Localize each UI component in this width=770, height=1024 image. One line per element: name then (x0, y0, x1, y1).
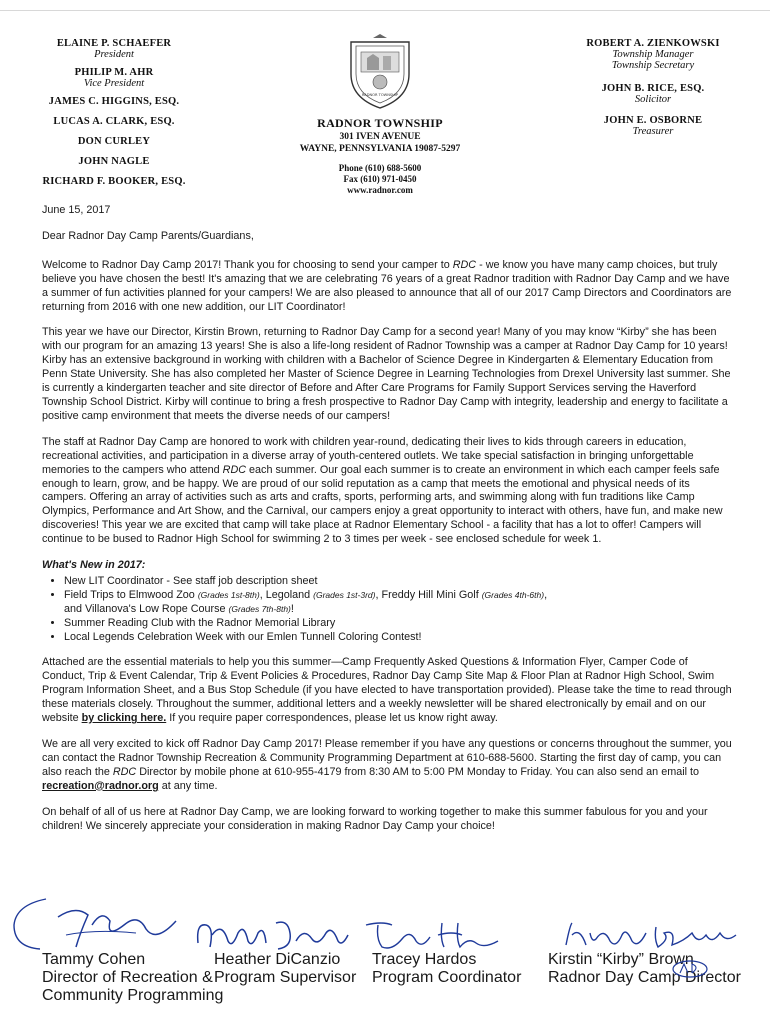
whats-new-list (42, 575, 732, 645)
official-name: ELAINE P. SCHAEFER (56, 38, 172, 49)
letter-date: June 15, 2017 (42, 204, 111, 216)
official-title: Treasurer (632, 126, 674, 137)
address-line: 301 IVEN AVENUE (339, 132, 421, 142)
township-officers (558, 38, 748, 144)
list-item: • Local Legends Celebration Week with our Emlen Tunnell Coloring Contest! (64, 631, 732, 645)
website-link[interactable]: by clicking here. (81, 712, 167, 725)
paragraph-materials: Attached are the essential materials to help you this summer—Camp Frequently Asked Questions & Information Flyer, Camper Code of Conduct, Trip & Event Calendar, Trip & Event Policies & Procedures, Radnor Day Camp Site Map & Floor Plan at Radnor High School, Swim Program Information Sheet, and a Bus Stop Schedule (if you have elected to have transportation provided). Please take the time to read through these materials closely. Throughout the summer, additional letters and a weekly newsletter will be shared electronically by email and on our website by clicking here. If you require paper correspondences, please let us know right away. (42, 656, 732, 725)
paragraph-welcome: Welcome to Radnor Day Camp 2017! Thank you for choosing to send your camper to RDC - we know you have many camp choices, but truly believe you have chosen the best! It's amazing that we are celebrating 76 years of a great Radnor tradition with Radnor Day Camp and we have a summer of fun activities planned for your campers! We are also pleased to announce that all of our 2017 Camp Directors and Coordinators are returning from 2016 with one new addition, our LIT Coordinator! (42, 258, 732, 313)
official-name: PHILIP M. AHR (74, 67, 154, 78)
official-title: Township Manager (612, 49, 694, 60)
signature-tammy-cohen (6, 895, 186, 955)
board-of-commissioners (30, 38, 198, 196)
phone-number: Phone (610) 688-5600 (338, 163, 422, 173)
signature-kirstin-brown (560, 919, 740, 953)
official-name: JOHN E. OSBORNE (603, 115, 703, 126)
paragraph-closing: On behalf of all of us here at Radnor Day Camp, we are looking forward to working together to make this summer fabulous for you and your children! We sincerely appreciate your consideration in making Radnor Day Camp your choice! (42, 805, 708, 832)
official-title: Vice President (83, 78, 145, 89)
official-name: JOHN B. RICE, ESQ. (601, 83, 705, 94)
signatory-name: Tammy Cohen (42, 951, 146, 968)
township-name: RADNOR TOWNSHIP (317, 116, 443, 130)
township-seal-icon (345, 34, 415, 112)
signatory-title: Community Programming (42, 987, 224, 1004)
signatory-name: Heather DiCanzio (214, 951, 341, 968)
initials-mark-icon (670, 959, 710, 979)
salutation: Dear Radnor Day Camp Parents/Guardians, (42, 229, 254, 242)
official-title: Township Secretary (611, 60, 695, 71)
signatory-title: Director of Recreation & (42, 969, 213, 986)
official-name: RICHARD F. BOOKER, ESQ. (42, 176, 186, 187)
signatory (42, 951, 223, 1005)
signatory (372, 951, 521, 987)
signatory-name: Kirstin “Kirby” Brown (548, 951, 694, 968)
signatory-title: Program Coordinator (372, 969, 522, 986)
official-name: DON CURLEY (77, 136, 151, 147)
paragraph-staff: The staff at Radnor Day Camp are honored to work with children year-round, dedicating their lives to kids through careers in education, recreational activities, and participation in a diverse array of youth-centered outlets. We take special satisfaction in bringing unforgettable memories to the campers who attend RDC each summer. Our goal each summer is to create an environment in which each camper feels safe enough to learn, grow, and be happy. We are proud of our solid reputation as a camp that meets the emotional and physical needs of its campers. Offering an array of activities such as arts and crafts, sports, performing arts, and swimming along with fun traditions like Camp Olympics, Performance and Art Show, and the Carnival, our campers enjoy a great opportunity to interact with others, have fun, and make new discoveries! This year we are excited that camp will take place at Radnor Elementary School - a facility that has a lot to offer! Campers will continue to be bused to Radnor High School for swimming 2 to 3 times per week - see enclosed schedule for week 1. (42, 435, 723, 546)
official-name: LUCAS A. CLARK, ESQ. (53, 116, 175, 127)
signatory-title: Radnor Day Camp Director (548, 969, 741, 986)
paragraph-contact: We are all very excited to kick off Radnor Day Camp 2017! Please remember if you have any questions or concerns throughout the summer, you can contact the Radnor Township Recreation & Community Programming Department at 610-688-5600. Starting the first day of camp, you can also reach the RDC Director by mobile phone at 610-955-4179 from 8:30 AM to 5:00 PM Monday to Friday. You can also send an email to recreation@radnor.org at any time. (42, 738, 732, 792)
official-title: President (94, 49, 134, 60)
signatory (548, 951, 741, 987)
official-title: Solicitor (634, 94, 672, 105)
whats-new-heading: What's New in 2017: (42, 559, 146, 572)
letter-body (42, 204, 732, 845)
list-item: • New LIT Coordinator - See staff job description sheet (64, 575, 732, 589)
email-link[interactable]: recreation@radnor.org (42, 779, 159, 792)
signature-section (0, 895, 770, 1010)
signatory (214, 951, 356, 987)
list-item: • Summer Reading Club with the Radnor Memorial Library (64, 617, 732, 631)
fax-number: Fax (610) 971-0450 (343, 174, 417, 184)
seal-lettering: RADNOR TOWNSHIP (361, 93, 399, 97)
official-name: ROBERT A. ZIENKOWSKI (586, 38, 720, 49)
signature-tracey-hardos (362, 917, 502, 953)
address-line: WAYNE, PENNSYLVANIA 19087-5297 (299, 144, 461, 154)
paragraph-director: This year we have our Director, Kirstin Brown, returning to Radnor Day Camp for a second year! Many of you may know “Kirby” she has been with our program for an amazing 13 years! She is also a life-long resident of Radnor Township was a camper at Radnor Day Camp for 10 years! Kirby has an extensive background in working with children with a Bachelor of Science Degree in Kindergarten & Elementary Education from Penn State University. She has also completed her Master of Science Degree in Learning Technologies from Drexel University last summer. She is currently a kindergarten teacher and site director of Before and After Care Programs for Family Support Services serving the Haverford Township School District. Kirby will continue to bring a fresh prospective to Radnor Day Camp with integrity, leadership and energy to facilitate a positive camp environment that meets the diverse needs of our campers! (42, 326, 731, 422)
list-item: • Field Trips to Elmwood Zoo (Grades 1st-8th), Legoland (Grades 1st-3rd), Freddy Hill Mini Golf (Grades 4th-6th), and Villanova's Low Rope Course (Grades 7th-8th)! (64, 589, 732, 617)
signatory-name: Tracey Hardos (372, 951, 477, 968)
letterhead (280, 34, 480, 196)
official-name: JAMES C. HIGGINS, ESQ. (48, 96, 180, 107)
official-name: JOHN NAGLE (78, 156, 150, 167)
website[interactable]: www.radnor.com (347, 185, 413, 195)
top-border (0, 10, 770, 11)
signatory-title: Program Supervisor (214, 969, 357, 986)
